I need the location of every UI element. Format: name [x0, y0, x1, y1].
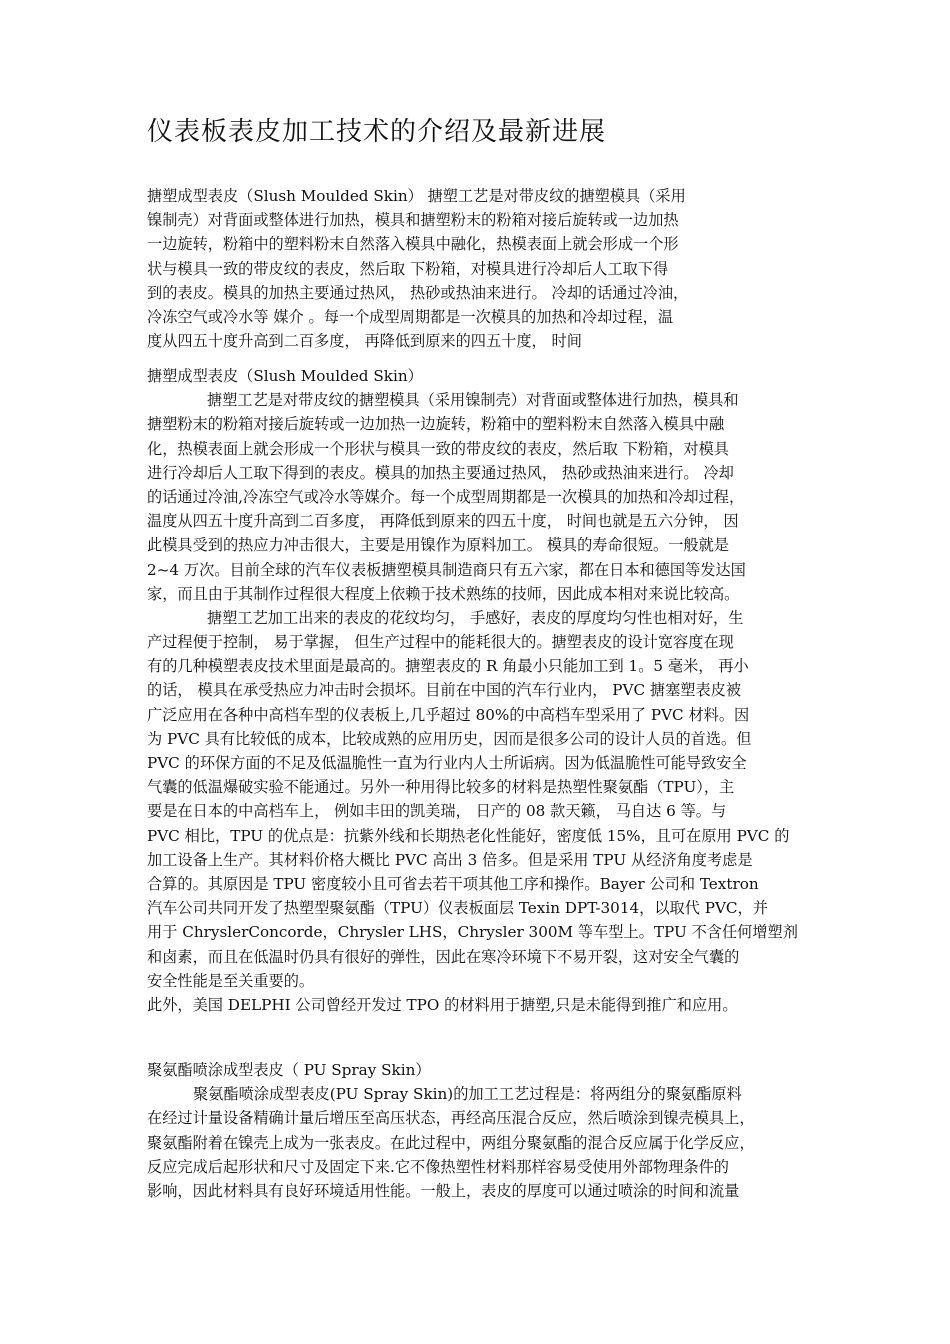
text-line: 搪塑粉末的粉箱对接后旋转或一边加热一边旋转，粉箱中的塑料粉末自然落入模具中融 [147, 415, 725, 434]
text-line: 状与模具一致的带皮纹的表皮，然后取 下粉箱，对模具进行冷却后人工取下得 [147, 259, 669, 278]
text-line: 进行冷却后人工取下得到的表皮。模具的加热主要通过热风， 热砂或热油来进行。 冷却 [147, 463, 734, 482]
text-line: 产过程便于控制， 易于掌握， 但生产过程中的能耗很大的。搪塑表皮的设计宽容度在现 [147, 633, 734, 652]
text-line: PVC 相比，TPU 的优点是：抗紫外线和长期热老化性能好，密度低 15%，且可在原用 PVC 的 [147, 826, 790, 845]
text-line: 镍制壳）对背面或整体进行加热，模具和搪塑粉末的粉箱对接后旋转或一边加热 [147, 211, 679, 230]
text-line: 冷冻空气或冷水等 媒介 。每一个成型周期都是一次模具的加热和冷却过程，温 [147, 307, 674, 326]
text-line: PVC 的环保方面的不足及低温脆性一直为行业内人士所诟病。因为低温脆性可能导致安全 [147, 754, 747, 772]
text-line: 的话， 模具在承受热应力冲击时会损坏。目前在中国的汽车行业内， PVC 搪塞塑表皮被 [147, 681, 742, 700]
text-line: 用于 ChryslerConcorde，Chrysler LHS，Chrysler 300M 等车型上。TPU 不含任何增塑剂 [147, 923, 798, 942]
section-slush-moulded-skin [147, 364, 882, 1017]
text-line: 搪塑工艺是对带皮纹的搪塑模具（采用镍制壳）对背面或整体进行加热，模具和 [207, 391, 739, 410]
text-line: 汽车公司共同开发了热塑型聚氨酯（TPU）仪表板面层 Texin DPT-3014，以取代 PVC，并 [147, 899, 768, 918]
text-line: 一边旋转，粉箱中的塑料粉末自然落入模具中融化，热模表面上就会形成一个形 [147, 235, 679, 254]
text-line: 要是在日本的中高档车上， 例如丰田的凯美瑞， 日产的 08 款天籁， 马自达 6 等。与 [147, 802, 727, 821]
text-line: 的话通过冷油,冷冻空气或冷水等媒介。每一个成型周期都是一次模具的加热和冷却过程， [147, 487, 745, 506]
text-line: 在经过计量设备精确计量后增压至高压状态，再经高压混合反应，然后喷涂到镍壳模具上， [147, 1109, 755, 1128]
text-line: 聚氨酯喷涂成型表皮(PU Spray Skin)的加工工艺过程是：将两组分的聚氨酯原料 [193, 1085, 742, 1104]
text-line: 为 PVC 具有比较低的成本，比较成熟的应用历史，因而是很多公司的设计人员的首选。但 [147, 729, 752, 748]
text-line: 有的几种模塑表皮技术里面是最高的。搪塑表皮的 R 角最小只能加工到 1。5 毫米， 再小 [147, 657, 749, 676]
text-line: 化，热模表面上就会形成一个形状与模具一致的带皮纹的表皮，然后取 下粉箱，对模具 [147, 439, 729, 458]
text-line: 加工设备上生产。其材料价格大概比 PVC 高出 3 倍多。但是采用 TPU 从经济角度考虑是 [147, 850, 753, 869]
text-line: 此外，美国 DELPHI 公司曾经开发过 TPO 的材料用于搪塑,只是未能得到推广和应用。 [147, 995, 738, 1014]
text-line: 此模具受到的热应力冲击很大，主要是用镍作为原料加工。 模具的寿命很短。一般就是 [147, 536, 729, 555]
text-line: 到的表皮。模具的加热主要通过热风， 热砂或热油来进行。 冷却的话通过冷油， [147, 283, 689, 302]
text-line: 温度从四五十度升高到二百多度， 再降低到原来的四五十度， 时间也就是五六分钟， 因 [147, 512, 739, 531]
text-line: 影响，因此材料具有良好环境适用性能。一般上，表皮的厚度可以通过喷涂的时间和流量 [147, 1181, 740, 1200]
text-line: 安全性能是至关重要的。 [147, 971, 315, 990]
text-line: 广泛应用在各种中高档车型的仪表板上,几乎超过 80%的中高档车型采用了 PVC 材料。因 [147, 705, 750, 724]
text-line: 度从四五十度升高到二百多度， 再降低到原来的四五十度， 时间 [147, 332, 582, 351]
section-heading: 搪塑成型表皮（Slush Moulded Skin） [147, 367, 423, 385]
text-line: 家，而且由于其制作过程很大程度上依赖于技术熟练的技师，因此成本相对来说比较高。 [147, 584, 740, 603]
text-line: 搪塑成型表皮（Slush Moulded Skin） 搪塑工艺是对带皮纹的搪塑模具（采用 [147, 187, 686, 205]
section-pu-spray-skin [147, 1058, 882, 1203]
text-line: 合算的。其原因是 TPU 密度较小且可省去若干项其他工序和操作。Bayer 公司和 Textron [147, 874, 759, 893]
text-line: 和卤素，而且在低温时仍具有很好的弹性，因此在寒冷环境下不易开裂，这对安全气囊的 [147, 947, 740, 966]
paragraph-intro [147, 184, 812, 353]
text-line: 聚氨酯附着在镍壳上成为一张表皮。在此过程中，两组分聚氨酯的混合反应属于化学反应， [147, 1133, 755, 1152]
section-heading: 聚氨酯喷涂成型表皮（ PU Spray Skin） [147, 1061, 431, 1079]
text-line: 反应完成后起形状和尺寸及固定下来.它不像热塑性材料那样容易受使用外部物理条件的 [147, 1157, 729, 1176]
text-line: 气囊的低温爆破实验不能通过。另外一种用得比较多的材料是热塑性聚氨酯（TPU），主 [147, 778, 735, 797]
text-line: 2~4 万次。目前全球的汽车仪表板搪塑模具制造商只有五六家，都在日本和德国等发达国 [147, 560, 746, 579]
text-line: 搪塑工艺加工出来的表皮的花纹均匀， 手感好，表皮的厚度均匀性也相对好，生 [207, 608, 744, 627]
document-title: 仪表板表皮加工技术的介绍及最新进展 [147, 117, 607, 147]
